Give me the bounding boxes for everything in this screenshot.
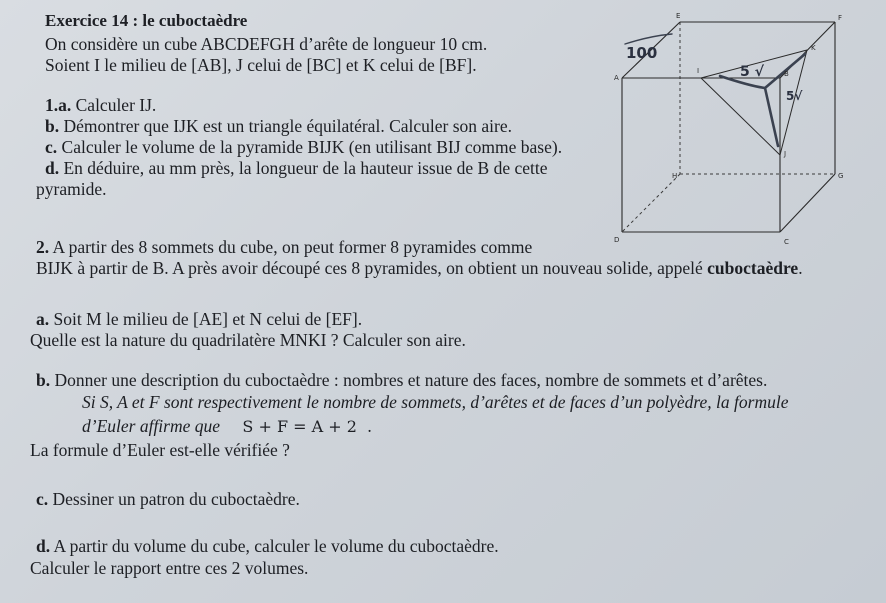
hand-note-100: 100 — [626, 44, 658, 62]
question-2a-label: a. — [36, 309, 50, 329]
question-2-cont-end: . — [798, 258, 803, 278]
label-A: A — [614, 74, 619, 82]
intro-line-2: Soient I le milieu de [AB], J celui de [BC] et K celui de [BF]. — [45, 55, 477, 75]
hand-stroke-1 — [720, 76, 778, 146]
question-2c-label: c. — [36, 489, 49, 509]
euler-italic-line-2 — [82, 416, 372, 437]
label-G: G — [838, 172, 844, 180]
question-2b — [36, 370, 767, 390]
question-1b-text: Démontrer que IJK est un triangle équilatéral. Calculer son aire. — [59, 116, 512, 136]
label-D: D — [614, 236, 620, 244]
question-2-text: A partir des 8 sommets du cube, on peut former 8 pyramides comme — [49, 237, 533, 257]
label-B: B — [784, 70, 789, 78]
label-K: K — [811, 44, 816, 52]
question-2d-text: A partir du volume du cube, calculer le volume du cuboctaèdre. — [50, 536, 499, 556]
question-1a — [45, 95, 156, 115]
euler-formula: S + F = A + 2 — [242, 417, 357, 436]
label-H: H — [672, 172, 678, 180]
question-1c — [45, 137, 562, 157]
question-2a-text: Soit M le milieu de [AE] et N celui de [EF]. — [49, 309, 363, 329]
euler-italic-text: d’Euler affirme que — [82, 416, 221, 436]
question-2d — [36, 536, 499, 556]
label-J: J — [784, 150, 787, 158]
question-1d-text: En déduire, au mm près, la longueur de la hauteur issue de B de cette — [59, 158, 548, 178]
edge-CG — [780, 174, 835, 232]
question-2d-cont: Calculer le rapport entre ces 2 volumes. — [30, 558, 309, 578]
question-2-cont — [36, 258, 803, 278]
question-2c-text: Dessiner un patron du cuboctaèdre. — [48, 489, 300, 509]
hand-note-5root-1: 5 √ — [740, 64, 764, 80]
question-2a-cont: Quelle est la nature du quadrilatère MNKI ? Calculer son aire. — [30, 330, 466, 350]
question-1d — [45, 158, 548, 178]
question-1a-text: Calculer IJ. — [71, 95, 157, 115]
euler-italic-line-1: Si S, A et F sont respectivement le nombre de sommets, d’arêtes et de faces d’un polyèdre, la formule — [82, 392, 789, 412]
question-1b-label: b. — [45, 116, 60, 136]
question-2 — [36, 237, 532, 257]
question-2b-last: La formule d’Euler est-elle vérifiée ? — [30, 440, 290, 460]
question-2b-text: Donner une description du cuboctaèdre : nombres et nature des faces, nombre de sommets et d’arêtes. — [50, 370, 768, 390]
exercise-title: Exercice 14 : le cuboctaèdre — [45, 11, 248, 30]
question-1a-label: 1.a. — [45, 95, 72, 115]
question-2a — [36, 309, 362, 329]
intro-line-1: On considère un cube ABCDEFGH d’arête de longueur 10 cm. — [45, 34, 488, 54]
question-2b-label: b. — [36, 370, 51, 390]
cube-figure — [600, 6, 870, 246]
cuboctaedre-term: cuboctaèdre — [707, 258, 799, 278]
question-1d-label: d. — [45, 158, 60, 178]
question-2-label: 2. — [36, 237, 50, 257]
label-E: E — [676, 12, 681, 20]
label-F: F — [838, 14, 843, 22]
hand-note-5root-2: 5√ — [786, 89, 803, 103]
question-2c — [36, 489, 300, 509]
euler-formula-end: . — [367, 416, 372, 436]
label-I: I — [697, 67, 700, 75]
question-1c-label: c. — [45, 137, 58, 157]
question-2d-label: d. — [36, 536, 51, 556]
edge-HD — [622, 174, 680, 232]
hand-stroke-3 — [625, 34, 672, 44]
question-1d-cont: pyramide. — [36, 179, 107, 199]
segment-IJ — [701, 78, 780, 155]
question-1b — [45, 116, 512, 136]
label-C: C — [784, 238, 789, 246]
question-1c-text: Calculer le volume de la pyramide BIJK (en utilisant BIJ comme base). — [57, 137, 563, 157]
question-2-cont-text: BIJK à partir de B. A près avoir découpé ces 8 pyramides, on obtient un nouveau solide, appelé — [36, 258, 708, 278]
